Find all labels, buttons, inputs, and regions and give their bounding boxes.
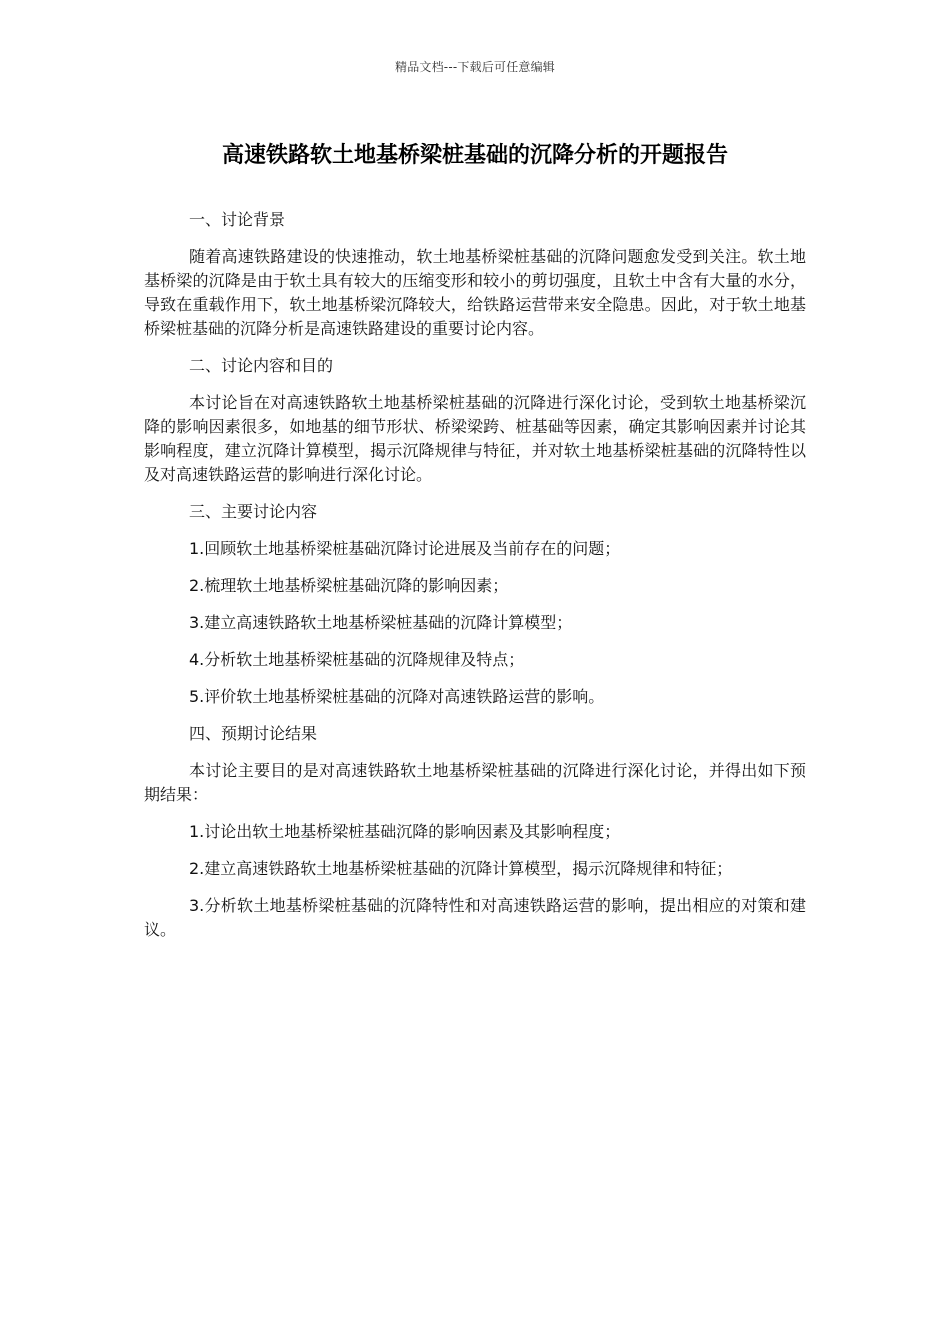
list-item: 2.梳理软土地基桥梁桩基础沉降的影响因素； xyxy=(189,576,509,595)
paragraph-background: 随着高速铁路建设的快速推动，软土地基桥梁桩基础的沉降问题愈发受到关注。软土地基桥梁的沉降是由于软土具有较大的压缩变形和较小的剪切强度，且软土中含有大量的水分，导致在重载作用下，软土地基桥梁沉降较大，给铁路运营带来安全隐患。因此，对于软土地基桥梁桩基础的沉降分析是高速铁路建设的重要讨论内容。 xyxy=(144,247,806,338)
list-item: 4.分析软土地基桥梁桩基础的沉降规律及特点； xyxy=(189,650,525,669)
document-body xyxy=(144,208,806,955)
section-heading-main-content: 三、主要讨论内容 xyxy=(189,502,318,521)
section-heading-expected-results: 四、预期讨论结果 xyxy=(189,724,318,743)
section-heading-content-purpose: 二、讨论内容和目的 xyxy=(189,356,334,375)
list-item: 1.回顾软土地基桥梁桩基础沉降讨论进展及当前存在的问题； xyxy=(189,539,621,558)
list-item: 5.评价软土地基桥梁桩基础的沉降对高速铁路运营的影响。 xyxy=(189,687,605,706)
list-item: 1.讨论出软土地基桥梁桩基础沉降的影响因素及其影响程度； xyxy=(189,822,621,841)
document-title: 高速铁路软土地基桥梁桩基础的沉降分析的开题报告 xyxy=(221,143,728,168)
list-item: 3.分析软土地基桥梁桩基础的沉降特性和对高速铁路运营的影响，提出相应的对策和建议。 xyxy=(144,896,806,939)
list-item: 2.建立高速铁路软土地基桥梁桩基础的沉降计算模型，揭示沉降规律和特征； xyxy=(189,859,733,878)
section-heading-background: 一、讨论背景 xyxy=(189,210,286,229)
list-item: 3.建立高速铁路软土地基桥梁桩基础的沉降计算模型； xyxy=(189,613,573,632)
header-note: 精品文档---下载后可任意编辑 xyxy=(395,60,555,74)
paragraph-content-purpose: 本讨论旨在对高速铁路软土地基桥梁桩基础的沉降进行深化讨论，受到软土地基桥梁沉降的影响因素很多，如地基的细节形状、桥梁梁跨、桩基础等因素，确定其影响因素并讨论其影响程度，建立沉降计算模型，揭示沉降规律与特征，并对软土地基桥梁桩基础的沉降特性以及对高速铁路运营的影响进行深化讨论。 xyxy=(144,393,806,484)
paragraph-expected-results: 本讨论主要目的是对高速铁路软土地基桥梁桩基础的沉降进行深化讨论，并得出如下预期结果： xyxy=(144,761,806,804)
